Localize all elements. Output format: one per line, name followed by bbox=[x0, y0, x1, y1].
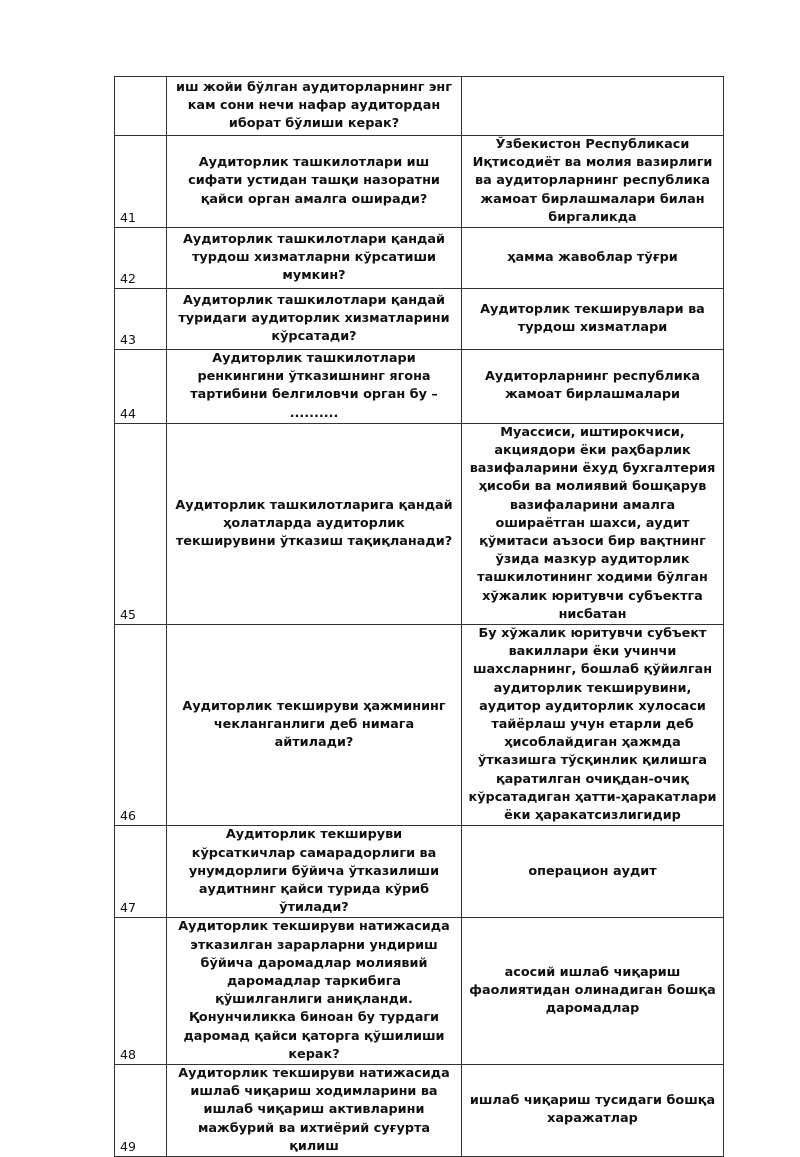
question-text: Аудиторлик текшируви кўрсаткичлар самарадорлиги ва унумдорлиги бўйича ўтказилиши аудитнинг қайси турида кўриб ўтилади? bbox=[188, 827, 440, 916]
table-row bbox=[115, 826, 724, 918]
answer-text: Ўзбекистон Республикаси Иқтисодиёт ва молия вазирлиги ва аудиторларнинг республика жамоат бирлашмалари билан биргаликда bbox=[472, 137, 713, 225]
answer-text: Аудиторлик текширувлари ва турдош хизматлари bbox=[480, 301, 705, 336]
answer-cell bbox=[462, 136, 724, 228]
row-number: 43 bbox=[115, 289, 167, 350]
answer-cell bbox=[462, 918, 724, 1065]
row-number: 46 bbox=[115, 625, 167, 826]
question-text: Аудиторлик ташкилотлари қандай туридаги аудиторлик хизматларини кўрсатади? bbox=[178, 292, 450, 345]
answer-text: ишлаб чиқариш тусидаги бошқа харажатлар bbox=[469, 1093, 716, 1127]
answer-text: операцион аудит bbox=[528, 863, 657, 879]
question-cell bbox=[167, 228, 462, 289]
answer-cell bbox=[462, 625, 724, 826]
question-text: Аудиторлик ташкилотлари иш сифати устидан ташқи назоратни қайси орган амалга оширади? bbox=[188, 155, 440, 207]
answer-text: асосий ишлаб чиқариш фаолиятидан олинадиган бошқа даромадлар bbox=[469, 964, 716, 1017]
question-text: Аудиторлик ташкилотлари қандай турдош хизматларни кўрсатиши мумкин? bbox=[183, 231, 445, 284]
row-number: 42 bbox=[115, 228, 167, 289]
table-row bbox=[115, 423, 724, 624]
answer-text: ҳамма жавоблар тўғри bbox=[507, 249, 678, 265]
row-number: 49 bbox=[115, 1064, 167, 1156]
answer-cell bbox=[462, 350, 724, 424]
answer-cell bbox=[462, 77, 724, 136]
table-row bbox=[115, 136, 724, 228]
question-text: иш жойи бўлган аудиторларнинг энг кам сони нечи нафар аудитордан иборат бўлиши керак? bbox=[176, 79, 452, 132]
table-row bbox=[115, 918, 724, 1065]
question-text: Аудиторлик ташкилотларига қандай ҳолатларда аудиторлик текширувини ўтказиш тақиқланади? bbox=[175, 497, 453, 550]
answer-cell bbox=[462, 826, 724, 918]
answer-cell bbox=[462, 1064, 724, 1156]
table-row bbox=[115, 77, 724, 136]
question-cell bbox=[167, 1064, 462, 1156]
answer-cell bbox=[462, 228, 724, 289]
answer-text: Аудиторларнинг республика жамоат бирлашмалари bbox=[484, 369, 701, 403]
question-cell bbox=[167, 918, 462, 1065]
row-number bbox=[115, 77, 167, 136]
question-text: Аудиторлик текшируви натижасида этказилган зарарларни ундириш бўйича даромадлар молиявий даромадлар таркибига қўшилганлиги аниқланди. Қонунчиликка биноан бу турдаги даромад қайси қаторга қўшилиши керак? bbox=[178, 919, 450, 1062]
table-row bbox=[115, 289, 724, 350]
answer-text: Муассиси, иштирокчиси, акциядори ёки раҳбарлик вазифаларини ёхуд бухгалтерия ҳисоби ва молиявий бошқарув вазифаларини амалга ошираётган шахси, аудит қўмитаси аъзоси бир вақтнинг ўзида мазкур аудиторлик ташкилотининг ходими бўлган хўжалик юритувчи субъектга нисбатан bbox=[469, 424, 716, 622]
question-cell bbox=[167, 423, 462, 624]
row-number: 48 bbox=[115, 918, 167, 1065]
question-cell bbox=[167, 625, 462, 826]
question-cell bbox=[167, 77, 462, 136]
table-row bbox=[115, 228, 724, 289]
question-cell bbox=[167, 350, 462, 424]
row-number: 41 bbox=[115, 136, 167, 228]
row-number: 45 bbox=[115, 423, 167, 624]
question-cell bbox=[167, 289, 462, 350]
table-row bbox=[115, 625, 724, 826]
question-text: Аудиторлик текшируви ҳажмининг чекланганлиги деб нимага айтилади? bbox=[182, 698, 446, 751]
question-text: Аудиторлик текшируви натижасида ишлаб чиқариш ходимларини ва ишлаб чиқариш активларини мажбурий ва ихтиёрий суғурта қилиш bbox=[178, 1065, 450, 1154]
answer-cell bbox=[462, 289, 724, 350]
question-cell bbox=[167, 826, 462, 918]
row-number: 47 bbox=[115, 826, 167, 918]
table-row bbox=[115, 350, 724, 424]
question-cell bbox=[167, 136, 462, 228]
table-row bbox=[115, 1064, 724, 1156]
answer-text: Бу хўжалик юритувчи субъект вакиллари ёки учинчи шахсларнинг, бошлаб қўйилган аудиторлик текширувини, аудитор аудиторлик хулосаси тайёрлаш учун етарли деб ҳисоблайдиган ҳажмда ўтказишга тўсқинлик қилишга қаратилган очиқдан-очиқ кўрсатадиган ҳатти-ҳаракатлари ёки ҳаракатсизлигидир bbox=[468, 626, 717, 824]
question-text: Аудиторлик ташкилотлари ренкингини ўтказишнинг ягона тартибини белгиловчи орган бу – .......... bbox=[190, 351, 438, 421]
answer-cell bbox=[462, 423, 724, 624]
qa-table bbox=[114, 76, 724, 1157]
row-number: 44 bbox=[115, 350, 167, 424]
